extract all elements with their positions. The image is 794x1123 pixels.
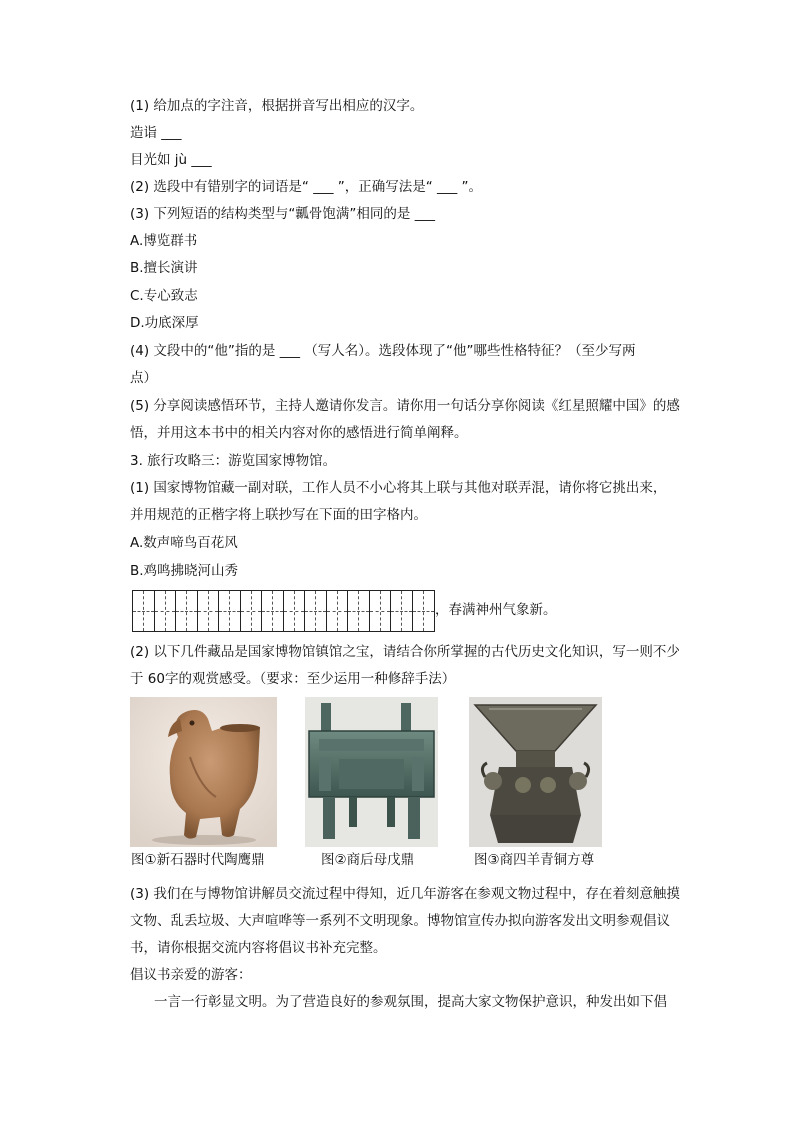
- grid-cell[interactable]: [155, 591, 177, 631]
- tianzige-answer-grid[interactable]: [132, 590, 435, 632]
- proposal-body: 一言一行彰显文明。为了营造良好的参观氛围，提高大家文物保护意识，种发出如下倡: [154, 994, 667, 1010]
- question-3-option-a: A.博览群书: [130, 233, 198, 249]
- grid-cell[interactable]: [348, 591, 370, 631]
- grid-cell[interactable]: [133, 591, 155, 631]
- question-1-title: (1) 给加点的字注音，根据拼音写出相应的汉字。: [130, 98, 424, 114]
- houmuwu-ding-image: [305, 697, 438, 847]
- grid-cell[interactable]: [370, 591, 392, 631]
- section-3-q1-line-2: 并用规范的正楷字将上联抄写在下面的田字格内。: [130, 507, 427, 523]
- proposal-greeting: 倡议书亲爱的游客：: [130, 967, 252, 983]
- grid-cell[interactable]: [305, 591, 327, 631]
- caption-artifact-3: 图③商四羊青铜方尊: [474, 852, 595, 868]
- grid-cell[interactable]: [219, 591, 241, 631]
- grid-cell[interactable]: [391, 591, 413, 631]
- section-3-q1-line-1: (1) 国家博物馆藏一副对联，工作人员不小心将其上联与其他对联弄混，请你将它挑出来，: [130, 480, 667, 496]
- section-3-q2-line-1: (2) 以下几件藏品是国家博物馆镇馆之宝，请结合你所掌握的古代历史文化知识，写一则不少: [130, 644, 680, 660]
- pottery-eagle-ding-image: [130, 697, 277, 847]
- section-3-q3-line-2: 文物、乱丢垃圾、大声喧哗等一系列不文明现象。博物馆宣传办拟向游客发出文明参观倡议: [130, 913, 670, 929]
- question-1-item-1: 造诣 ___: [130, 125, 182, 141]
- section-3-heading: 3. 旅行攻略三：游览国家博物馆。: [130, 453, 337, 469]
- question-5-line-1: (5) 分享阅读感悟环节，主持人邀请你发言。请你用一句话分享你阅读《红星照耀中国》的感: [130, 398, 680, 414]
- section-3-q3-line-1: (3) 我们在与博物馆讲解员交流过程中得知，近几年游客在参观文物过程中，存在着刻意触摸: [130, 886, 680, 902]
- question-4-line-1: (4) 文段中的“他”指的是 ___ （写人名）。选段体现了“他”哪些性格特征？（至少写两: [130, 343, 636, 359]
- grid-cell[interactable]: [241, 591, 263, 631]
- four-ram-zun-image: [469, 697, 602, 847]
- couplet-second-line: ，春满神州气象新。: [435, 602, 557, 618]
- question-4-line-2: 点）: [130, 370, 157, 386]
- caption-artifact-2: 图②商后母戊鼎: [321, 852, 415, 868]
- section-3-q1-option-b: B.鸡鸣拂晓河山秀: [130, 563, 239, 579]
- grid-cell[interactable]: [262, 591, 284, 631]
- grid-cell[interactable]: [284, 591, 306, 631]
- grid-cell[interactable]: [327, 591, 349, 631]
- question-2: (2) 选段中有错别字的词语是“ ___ ”，正确写法是“ ___ ”。: [130, 179, 483, 195]
- question-5-line-2: 悟，并用这本书中的相关内容对你的感悟进行简单阐释。: [130, 425, 468, 441]
- grid-cell[interactable]: [413, 591, 435, 631]
- section-3-q2-line-2: 于 60字的观赏感受。（要求：至少运用一种修辞手法）: [130, 671, 456, 687]
- grid-cell[interactable]: [198, 591, 220, 631]
- grid-cell[interactable]: [176, 591, 198, 631]
- question-3-option-c: C.专心致志: [130, 288, 198, 304]
- section-3-q3-line-3: 书，请你根据交流内容将倡议书补充完整。: [130, 940, 387, 956]
- question-1-item-2: 目光如 jù ___: [130, 152, 212, 168]
- question-3-option-d: D.功底深厚: [130, 315, 199, 331]
- caption-artifact-1: 图①新石器时代陶鹰鼎: [131, 852, 265, 868]
- question-3-option-b: B.擅长演讲: [130, 260, 198, 276]
- question-3-title: (3) 下列短语的结构类型与“瓤骨饱满”相同的是 ___: [130, 206, 435, 222]
- section-3-q1-option-a: A.数声啼鸟百花风: [130, 535, 238, 551]
